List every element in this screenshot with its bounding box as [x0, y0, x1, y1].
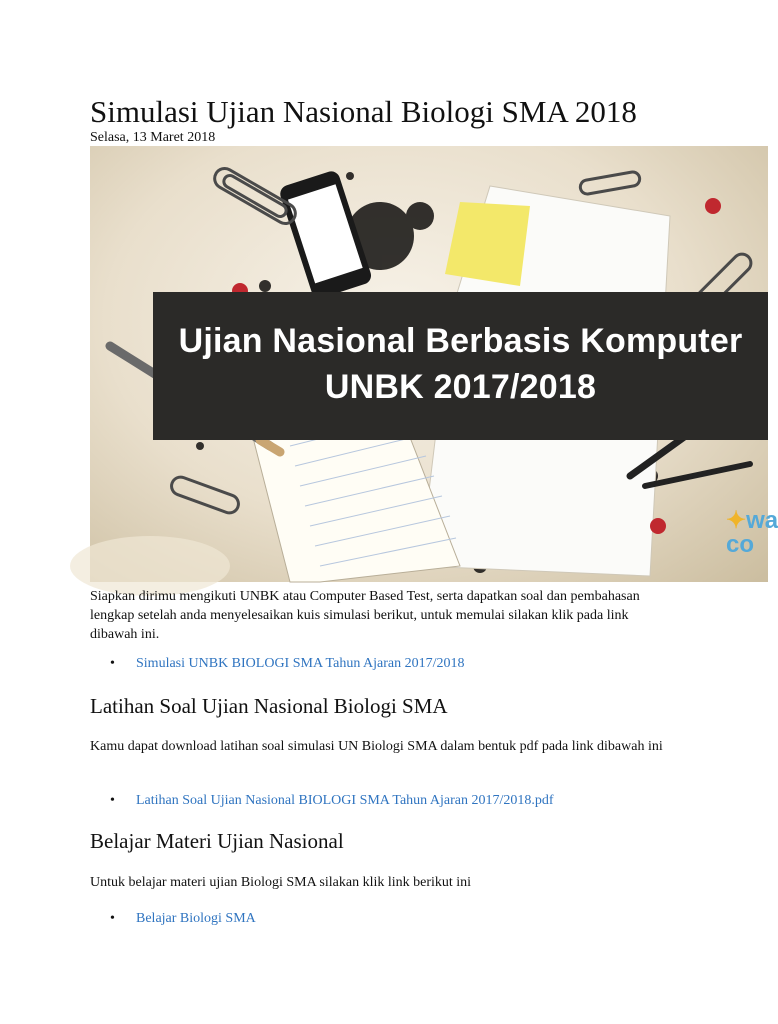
bullet: •: [110, 656, 115, 671]
bullet: •: [110, 793, 115, 808]
hero-image: [90, 146, 778, 582]
banner-subtitle: UNBK 2017/2018: [324, 368, 597, 406]
latihan-paragraph: Kamu dapat download latihan soal simulasi UN Biologi SMA dalam bentuk pdf pada link dibawah ini: [90, 739, 663, 754]
list-item: [110, 654, 465, 673]
watermark-text: wa co: [726, 507, 778, 558]
list-item: [110, 791, 554, 810]
banner-title: Ujian Nasional Berbasis Komputer: [178, 322, 743, 360]
heading-latihan-soal: Latihan Soal Ujian Nasional Biologi SMA: [90, 694, 448, 718]
hero-banner: [153, 292, 768, 440]
intro-paragraph: Siapkan dirimu mengikuti UNBK atau Computer Based Test, serta dapatkan soal dan pembahasan lengkap setelah anda menyelesaikan kuis simulasi berikut, untuk memulai silakan klik pada link dibawah ini.: [90, 589, 640, 642]
bullet: •: [110, 911, 115, 926]
list-item: [110, 909, 256, 928]
heading-belajar-materi: Belajar Materi Ujian Nasional: [90, 829, 344, 853]
link-belajar-biologi[interactable]: Belajar Biologi SMA: [136, 911, 256, 926]
link-latihan-soal-pdf[interactable]: Latihan Soal Ujian Nasional BIOLOGI SMA Tahun Ajaran 2017/2018.pdf: [136, 793, 554, 808]
materi-paragraph: Untuk belajar materi ujian Biologi SMA silakan klik link berikut ini: [90, 875, 472, 890]
post-date: Selasa, 13 Maret 2018: [90, 130, 216, 145]
page-title: Simulasi Ujian Nasional Biologi SMA 2018: [90, 94, 637, 129]
watermark-mascot-icon: ✦: [726, 507, 747, 534]
link-simulasi-unbk[interactable]: Simulasi UNBK BIOLOGI SMA Tahun Ajaran 2017/2018: [136, 656, 465, 671]
watermark-logo: [726, 509, 778, 557]
